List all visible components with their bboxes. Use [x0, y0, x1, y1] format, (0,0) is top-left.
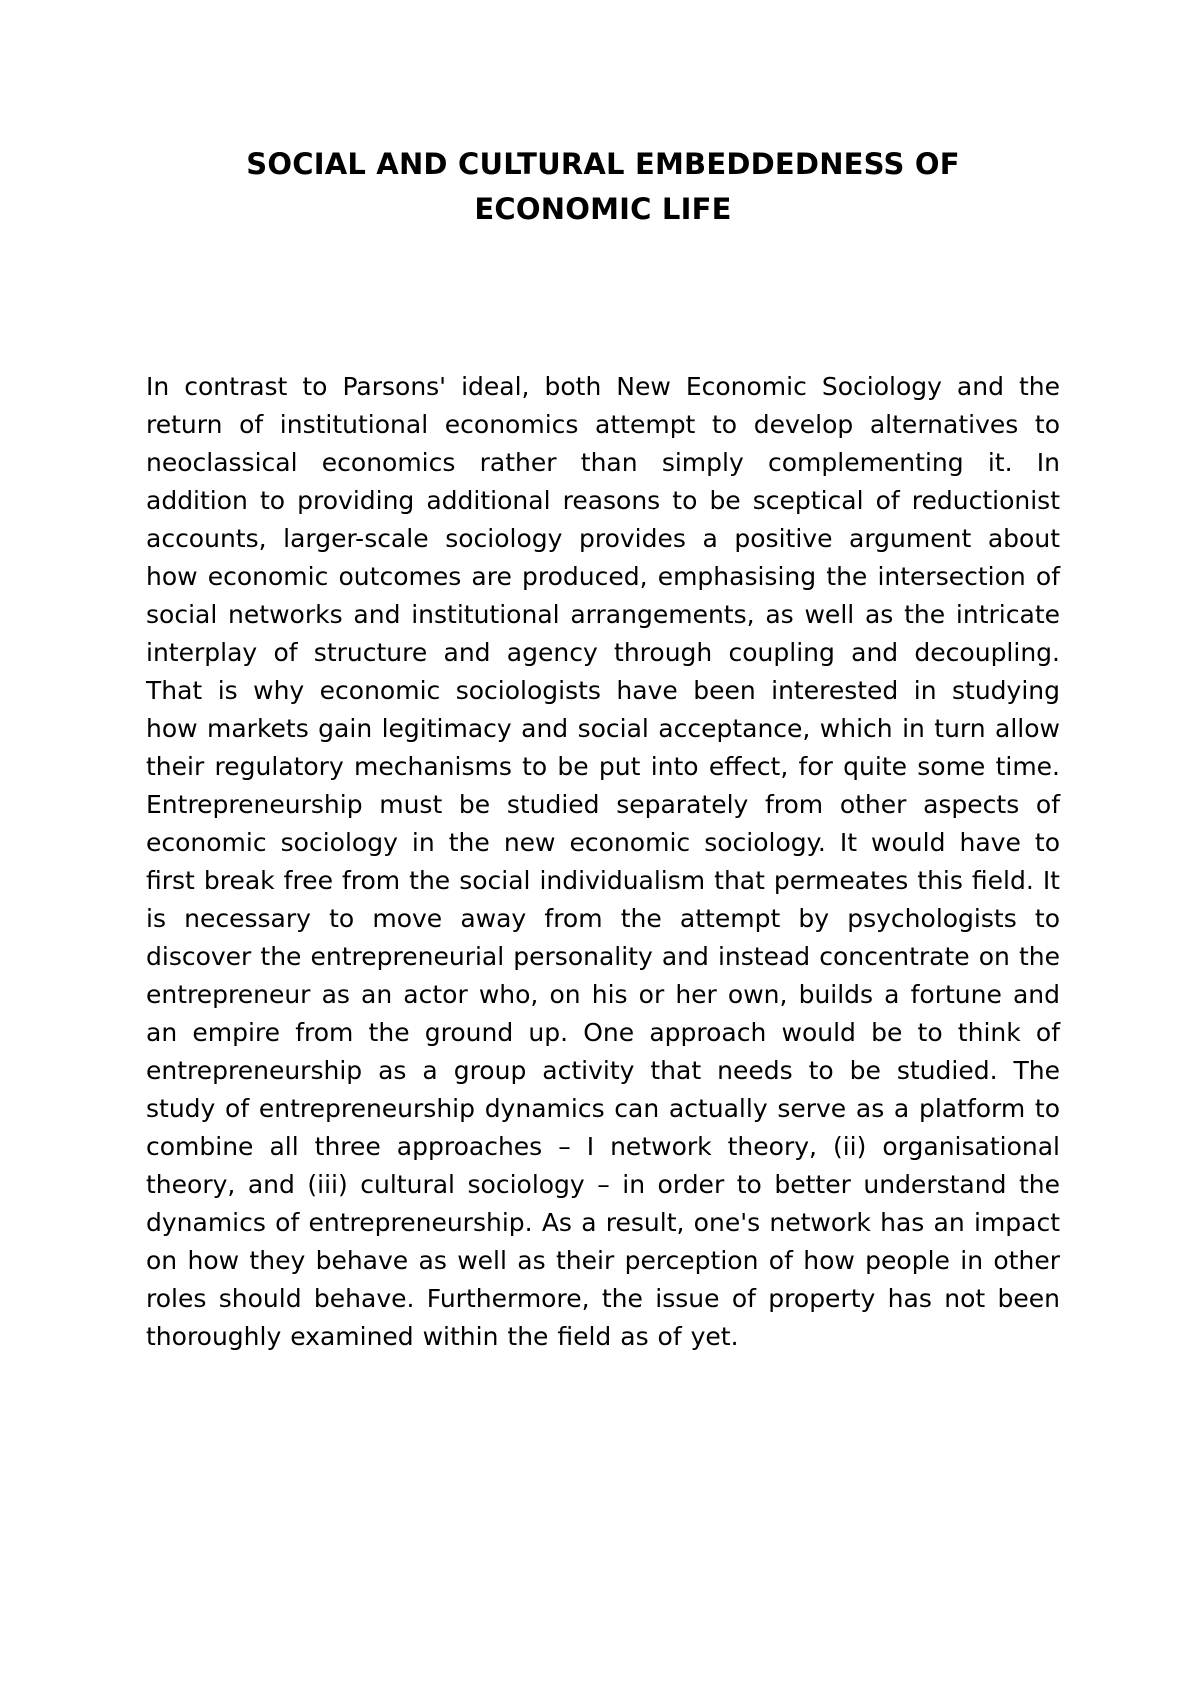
document-title — [146, 142, 1060, 232]
title-line-2: ECONOMIC LIFE — [474, 192, 732, 226]
title-line-1: SOCIAL AND CULTURAL EMBEDDEDNESS OF — [246, 147, 960, 181]
body-paragraph: In contrast to Parsons' ideal, both New Economic Sociology and the return of institutional economics attempt to develop alternatives to neoclassical economics rather than simply complementing it. In addition to providing additional reasons to be sceptical of reductionist accounts, larger-scale sociology provides a positive argument about how economic outcomes are produced, emphasising the intersection of social networks and institutional arrangements, as well as the intricate interplay of structure and agency through coupling and decoupling. That is why economic sociologists have been interested in studying how markets gain legitimacy and social acceptance, which in turn allow their regulatory mechanisms to be put into effect, for quite some time. Entrepreneurship must be studied separately from other aspects of economic sociology in the new economic sociology. It would have to first break free from the social individualism that permeates this field. It is necessary to move away from the attempt by psychologists to discover the entrepreneurial personality and instead concentrate on the entrepreneur as an actor who, on his or her own, builds a fortune and an empire from the ground up. One approach would be to think of entrepreneurship as a group activity that needs to be studied. The study of entrepreneurship dynamics can actually serve as a platform to combine all three approaches – I network theory, (ii) organisational theory, and (iii) cultural sociology – in order to better understand the dynamics of entrepreneurship. As a result, one's network has an impact on how they behave as well as their perception of how people in other roles should behave. Furthermore, the issue of property has not been thoroughly examined within the field as of yet. — [146, 372, 1060, 1351]
